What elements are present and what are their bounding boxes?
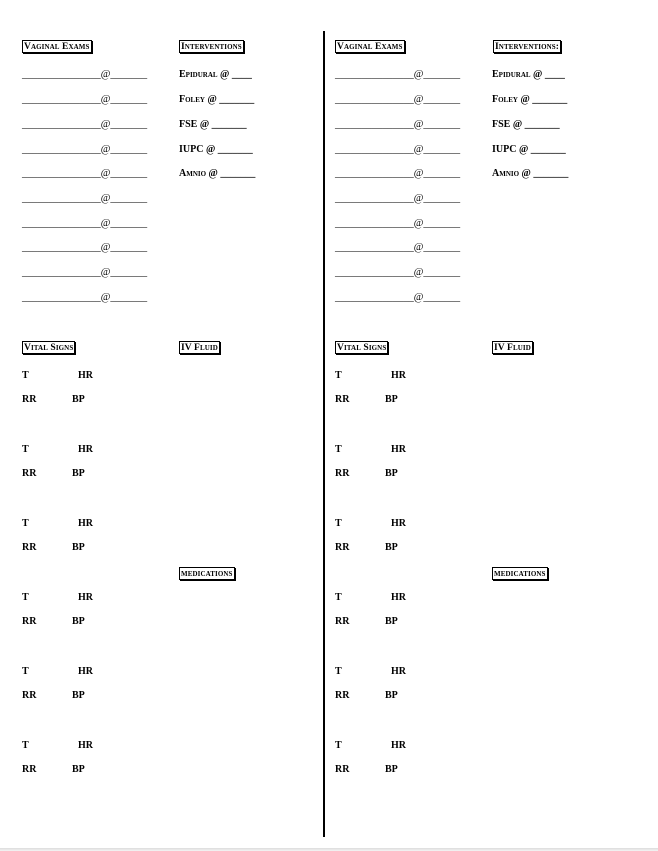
iv-fluid-heading: IV Fluid <box>494 343 531 353</box>
temp-label: T <box>335 592 342 603</box>
vaginal-exams-heading: Vaginal Exams <box>24 42 90 52</box>
rr-label: RR <box>22 468 37 479</box>
hr-label: HR <box>391 666 406 677</box>
foley-field[interactable]: Foley @ _______ <box>492 94 568 105</box>
rr-label: RR <box>22 690 37 701</box>
medications-heading: medications <box>494 569 546 579</box>
rr-label: RR <box>335 690 350 701</box>
temp-label: T <box>22 592 29 603</box>
rr-label: RR <box>22 394 37 405</box>
rr-label: RR <box>335 394 350 405</box>
rr-label: RR <box>22 542 37 553</box>
temp-label: T <box>22 444 29 455</box>
bp-label: BP <box>72 764 85 775</box>
rr-label: RR <box>22 616 37 627</box>
exam-line[interactable]: _______________@_______ <box>22 119 148 130</box>
epidural-field[interactable]: Epidural @ ____ <box>492 69 565 80</box>
amnio-field[interactable]: Amnio @ _______ <box>492 168 569 179</box>
temp-label: T <box>335 444 342 455</box>
exam-line[interactable]: _______________@_______ <box>22 267 148 278</box>
fse-field[interactable]: FSE @ _______ <box>179 119 247 130</box>
hr-label: HR <box>78 518 93 529</box>
amnio-field[interactable]: Amnio @ _______ <box>179 168 256 179</box>
rr-label: RR <box>335 616 350 627</box>
vaginal-exams-heading: Vaginal Exams <box>337 42 403 52</box>
hr-label: HR <box>391 444 406 455</box>
temp-label: T <box>335 666 342 677</box>
exam-line[interactable]: _______________@_______ <box>22 69 148 80</box>
exam-line[interactable]: _______________@_______ <box>22 292 148 303</box>
exam-line[interactable]: _______________@_______ <box>335 69 461 80</box>
hr-label: HR <box>391 740 406 751</box>
exam-line[interactable]: _______________@_______ <box>22 168 148 179</box>
hr-label: HR <box>78 370 93 381</box>
rr-label: RR <box>335 468 350 479</box>
hr-label: HR <box>78 740 93 751</box>
bp-label: BP <box>385 468 398 479</box>
exam-line[interactable]: _______________@_______ <box>22 242 148 253</box>
exam-line[interactable]: _______________@_______ <box>335 168 461 179</box>
exam-line[interactable]: _______________@_______ <box>335 193 461 204</box>
rr-label: RR <box>22 764 37 775</box>
exam-line[interactable]: _______________@_______ <box>335 119 461 130</box>
exam-line[interactable]: _______________@_______ <box>22 193 148 204</box>
foley-field[interactable]: Foley @ _______ <box>179 94 255 105</box>
temp-label: T <box>22 518 29 529</box>
medications-heading: medications <box>181 569 233 579</box>
temp-label: T <box>335 740 342 751</box>
exam-line[interactable]: _______________@_______ <box>335 292 461 303</box>
interventions-heading: Interventions: <box>495 42 560 52</box>
bp-label: BP <box>72 616 85 627</box>
exam-line[interactable]: _______________@_______ <box>22 94 148 105</box>
bp-label: BP <box>385 542 398 553</box>
bp-label: BP <box>385 394 398 405</box>
bp-label: BP <box>385 616 398 627</box>
bp-label: BP <box>72 542 85 553</box>
column-divider <box>323 31 325 837</box>
temp-label: T <box>22 740 29 751</box>
iupc-field[interactable]: IUPC @ _______ <box>179 144 253 155</box>
exam-line[interactable]: _______________@_______ <box>335 242 461 253</box>
rr-label: RR <box>335 542 350 553</box>
exam-line[interactable]: _______________@_______ <box>335 94 461 105</box>
hr-label: HR <box>78 666 93 677</box>
rr-label: RR <box>335 764 350 775</box>
temp-label: T <box>335 370 342 381</box>
hr-label: HR <box>78 444 93 455</box>
temp-label: T <box>22 666 29 677</box>
exam-line[interactable]: _______________@_______ <box>335 218 461 229</box>
hr-label: HR <box>391 592 406 603</box>
hr-label: HR <box>391 518 406 529</box>
exam-line[interactable]: _______________@_______ <box>335 267 461 278</box>
bp-label: BP <box>72 690 85 701</box>
exam-line[interactable]: _______________@_______ <box>22 144 148 155</box>
iv-fluid-heading: IV Fluid <box>181 343 218 353</box>
bp-label: BP <box>385 764 398 775</box>
vital-signs-heading: Vital Signs <box>24 343 74 353</box>
epidural-field[interactable]: Epidural @ ____ <box>179 69 252 80</box>
vital-signs-heading: Vital Signs <box>337 343 387 353</box>
interventions-heading: Interventions <box>181 42 242 52</box>
hr-label: HR <box>78 592 93 603</box>
temp-label: T <box>335 518 342 529</box>
bp-label: BP <box>385 690 398 701</box>
hr-label: HR <box>391 370 406 381</box>
temp-label: T <box>22 370 29 381</box>
bp-label: BP <box>72 468 85 479</box>
exam-line[interactable]: _______________@_______ <box>335 144 461 155</box>
fse-field[interactable]: FSE @ _______ <box>492 119 560 130</box>
bp-label: BP <box>72 394 85 405</box>
iupc-field[interactable]: IUPC @ _______ <box>492 144 566 155</box>
exam-line[interactable]: _______________@_______ <box>22 218 148 229</box>
